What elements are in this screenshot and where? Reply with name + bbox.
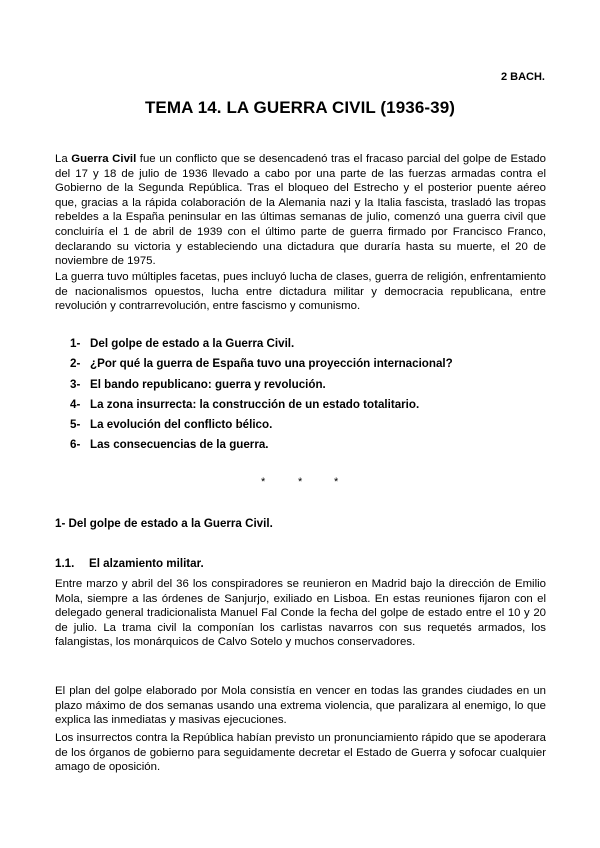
- toc-item-label: ¿Por qué la guerra de España tuvo una proyección internacional?: [90, 357, 453, 371]
- toc-item: [70, 375, 453, 395]
- section-number: 1-: [55, 517, 66, 530]
- toc-item-number: 5-: [70, 418, 81, 432]
- separator-star: *: [334, 476, 339, 488]
- toc-item-number: 3-: [70, 377, 81, 391]
- intro-text-start: La: [55, 153, 72, 165]
- intro-paragraph: [55, 152, 546, 269]
- toc-item-label: La zona insurrecta: la construcción de un estado totalitario.: [90, 397, 420, 411]
- toc-item: [70, 415, 453, 435]
- toc-item-label: El bando republicano: guerra y revolución.: [90, 377, 326, 391]
- coup-plan-paragraph: El plan del golpe elaborado por Mola consistía en vencer en todas las grandes ciudades en un plazo máximo de dos semanas usando una extrema violencia, que paralizara al enemigo, lo que explica las inmediatas y masivas ejecuciones.: [55, 685, 546, 727]
- toc-item-number: 4-: [70, 397, 81, 411]
- subsection-number: 1.1.: [55, 557, 75, 570]
- toc-item-number: 6-: [70, 438, 81, 452]
- toc-item-number: 1-: [70, 337, 81, 350]
- toc-item-number: 2-: [70, 357, 81, 371]
- subsection-title: El alzamiento militar.: [89, 557, 204, 570]
- conspiracy-paragraph: Entre marzo y abril del 36 los conspiradores se reunieron en Madrid bajo la dirección de Emilio Mola, siempre a las órdenes de Sanjurjo, exiliado en Lisboa. En estas reuniones fijaron con el delegado general tradicionalista Manuel Fal Conde la fecha del golpe de estado entre el 10 y 20 de julio. La trama civil la componían los carlistas navarros con sus requetés armados, los falangistas, los monárquicos de Calvo Sotelo y muchos conservadores.: [55, 578, 546, 649]
- facets-paragraph: La guerra tuvo múltiples facetas, pues incluyó lucha de clases, guerra de religión, enfrentamiento de nacionalismos opuestos, lucha entre dictadura militar y democracia republicana, entre revolución y contrarrevolución, entre fascismo y comunismo.: [55, 271, 546, 313]
- table-of-contents: [70, 334, 453, 456]
- course-label: 2 BACH.: [500, 71, 545, 83]
- section-title: Del golpe de estado a la Guerra Civil.: [68, 517, 273, 530]
- section-heading: [55, 517, 273, 530]
- intro-term: Guerra Civil: [71, 153, 137, 165]
- insurgents-paragraph: Los insurrectos contra la República habían previsto un pronunciamiento rápido que se apoderara de los órganos de gobierno para seguidamente decretar el Estado de Guerra y sofocar cualquier amago de oposición.: [55, 732, 546, 774]
- separator-star: *: [261, 476, 266, 488]
- toc-item: [70, 395, 453, 415]
- toc-item: [70, 334, 453, 354]
- separator-star: *: [298, 476, 303, 488]
- toc-item-label: Las consecuencias de la guerra.: [90, 438, 269, 452]
- intro-text-rest: fue un conflicto que se desencadenó tras el fracaso parcial del golpe de Estado del 17 y 18 de julio de 1936 llevado a cabo por una parte de las fuerzas armadas contra el Gobierno de la Segunda República. Tras el bloqueo del Estrecho y el posterior puente aéreo que, gracias a la rápida colaboración de la Alemania nazi y la Italia fascista, trasladó las tropas rebeldes a la España peninsular en las últimas semanas de julio, comenzó una guerra civil que concluiría el 1 de abril de 1939 con el último parte de guerra firmado por Francisco Franco, declarando su victoria y estableciendo una dictadura que duraría hasta su muerte, el 20 de noviembre de 1975.: [55, 153, 546, 268]
- toc-item: [70, 354, 453, 374]
- subsection-heading: [55, 557, 204, 570]
- toc-item-label: Del golpe de estado a la Guerra Civil.: [90, 337, 295, 350]
- page-title: TEMA 14. LA GUERRA CIVIL (1936-39): [144, 98, 456, 117]
- toc-item-label: La evolución del conflicto bélico.: [90, 418, 273, 432]
- toc-item: [70, 435, 453, 455]
